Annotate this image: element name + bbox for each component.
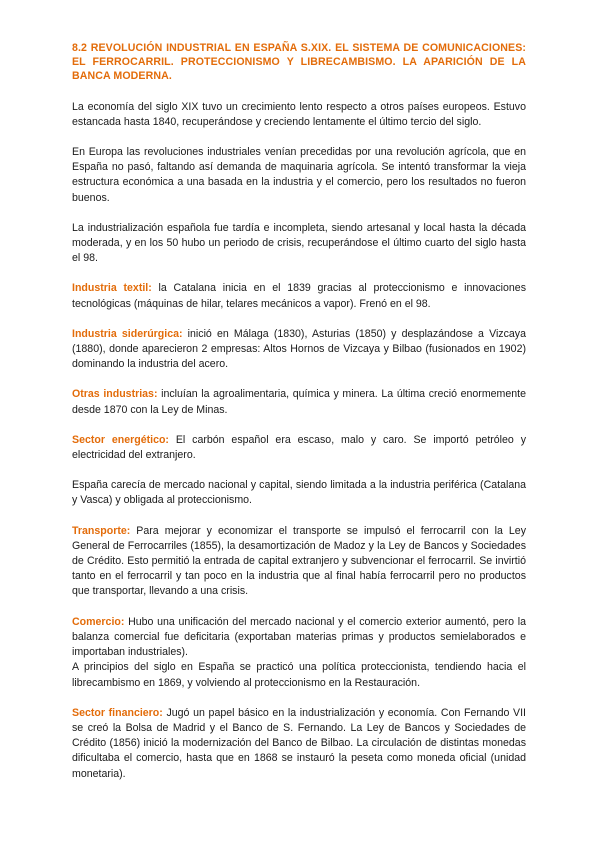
paragraph-sector-financiero [72, 706, 526, 782]
paragraph-proteccionismo-text: A principios del siglo en España se practicó una política proteccionista, tendiendo hacia el librecambismo en 1869, y volviendo al proteccionismo en la Restauración. [72, 661, 526, 689]
paragraph-industria-textil [72, 281, 526, 311]
document-title: 8.2 REVOLUCIÓN INDUSTRIAL EN ESPAÑA S.XIX. EL SISTEMA DE COMUNICACIONES: EL FERROCARRIL. PROTECCIONISMO Y LIBRECAMBISMO. LA APARICIÓN DE LA BANCA MODERNA. [72, 42, 526, 83]
label-industria-siderurgica: Industria siderúrgica: [72, 327, 183, 340]
label-industria-textil: Industria textil: [72, 282, 152, 295]
text-sector-energetico: El carbón español era escaso, malo y caro. Se importó petróleo y electricidad del extranjero. [72, 433, 526, 462]
paragraph-europa [72, 145, 526, 206]
paragraph-europa-text: En Europa las revoluciones industriales venían precedidas por una revolución agrícola, que en España no pasó, faltando así demanda de maquinaria agrícola. Se intentó transformar la vieja estructura económica a una basada en la industria y el comercio, pero los resultados no fueron buenos. [72, 146, 526, 204]
label-sector-energetico: Sector energético: [72, 433, 169, 446]
paragraph-industrializacion [72, 221, 526, 267]
paragraph-industria-siderurgica [72, 327, 526, 373]
paragraph-proteccionismo [72, 660, 526, 690]
text-otras-industrias: incluían la agroalimentaria, química y minera. La última creció enormemente desde 1870 con la Ley de Minas. [72, 388, 526, 416]
text-transporte: Para mejorar y economizar el transporte se impulsó el ferrocarril con la Ley General de Ferrocarriles (1855), la desamortización de Madoz y la Ley de Bancos y Sociedades de Crédito. Esto permitió la entrada de capital extranjero y subvencionar el ferrocarril. Se invirtió tanto en el ferrocarril y tan poco en la industria que al final había ferrocarril pero no productos que transportar, llevando a una crisis. [72, 524, 526, 598]
text-industria-textil: la Catalana inicia en el 1839 gracias al proteccionismo e innovaciones tecnológicas (máquinas de hilar, telares mecánicos a vapor). Frenó en el 98. [72, 282, 526, 310]
label-transporte: Transporte: [72, 524, 131, 537]
paragraph-sector-energetico [72, 433, 526, 463]
text-comercio: Hubo una unificación del mercado nacional y el comercio exterior aumentó, pero la balanza comercial fue deficitaria (exportaban materias primas y productos semielaborados e importaban industriales). [72, 615, 526, 659]
label-otras-industrias: Otras industrias: [72, 388, 158, 401]
paragraph-industrializacion-text: La industrialización española fue tardía e incompleta, siendo artesanal y local hasta la década moderada, y en los 50 hubo un periodo de crisis, recuperándose el último cuarto del siglo hasta el 98. [72, 221, 526, 265]
text-sector-financiero: Jugó un papel básico en la industrialización y economía. Con Fernando VII se creó la Bolsa de Madrid y el Banco de S. Fernando. La Ley de Bancos y Sociedades de Crédito (1856) inició la modernización del Banco de Bilbao. La circulación de distintas monedas dificultaba el comercio, hasta que en 1868 se instauró la peseta como moneda oficial (unidad monetaria). [72, 706, 526, 780]
text-industria-siderurgica: inició en Málaga (1830), Asturias (1850) y desplazándose a Vizcaya (1880), donde aparecieron 2 empresas: Altos Hornos de Vizcaya y Bilbao (fusionados en 1902) dominando la industria del acero. [72, 327, 526, 371]
document-body [72, 41, 526, 797]
paragraph-comercio [72, 615, 526, 661]
paragraph-transporte [72, 524, 526, 600]
paragraph-otras-industrias [72, 387, 526, 417]
paragraph-economia-text: La economía del siglo XIX tuvo un crecimiento lento respecto a otros países europeos. Estuvo estancada hasta 1840, recuperándose y creciendo lentamente el último tercio del siglo. [72, 100, 526, 128]
paragraph-economia [72, 100, 526, 130]
paragraph-mercado-text: España carecía de mercado nacional y capital, siendo limitada a la industria periférica (Catalana y Vasca) y obligada al proteccionismo. [72, 479, 526, 507]
label-comercio: Comercio: [72, 615, 125, 628]
paragraph-mercado [72, 478, 526, 508]
label-sector-financiero: Sector financiero: [72, 706, 163, 719]
